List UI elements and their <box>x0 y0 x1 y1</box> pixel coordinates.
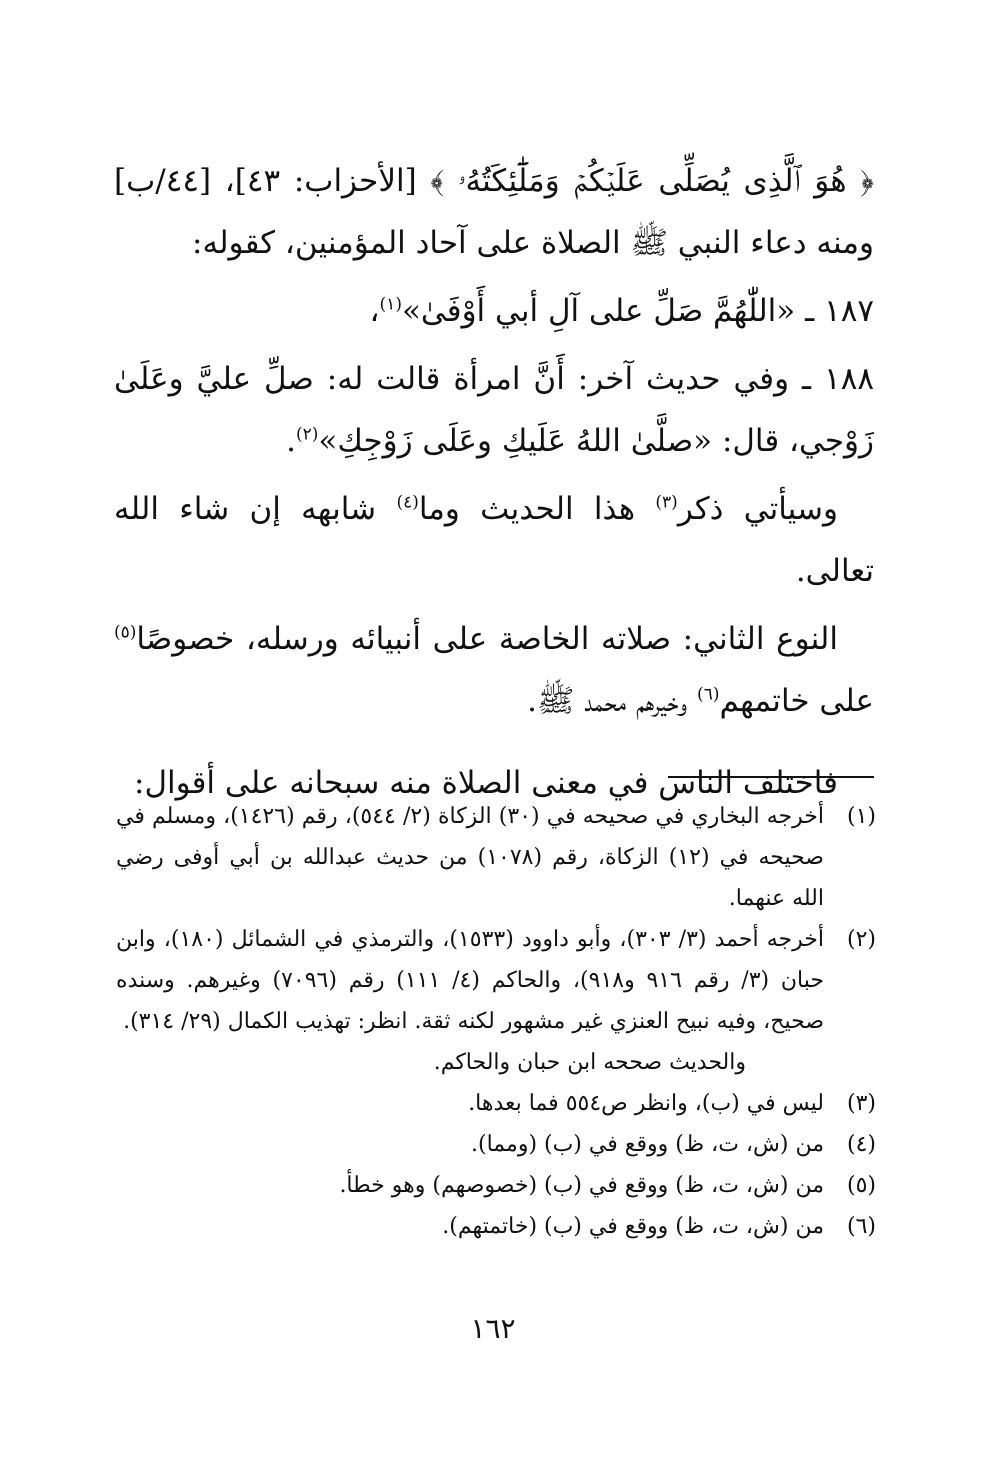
footnote-number: (٥) <box>846 1173 876 1198</box>
paragraph-opinions: فاختلف الناس في معنى الصلاة منه سبحانه على أقوال: <box>134 765 838 801</box>
footnote-1 <box>116 796 876 919</box>
footnote-text: أخرجه البخاري في صحيحه في (٣٠) الزكاة (٢/ ٥٤٤)، رقم (١٤٢٦)، ومسلم في صحيحه في (١٢) الزكاة، رقم (١٠٧٨) من حديث عبدالله بن أبي أوفى رضي الله عنهما. <box>116 804 824 911</box>
footnote-number: (١) <box>846 804 876 829</box>
footnote-6 <box>116 1206 876 1247</box>
footnote-text: من (ش، ت، ظ) ووقع في (ب) (ومما). <box>471 1132 824 1157</box>
footnote-ref-3[interactable]: (٣) <box>655 492 678 513</box>
footnote-number: (٢) <box>846 927 876 952</box>
paragraph-quran-verse: ﴿ هُوَ ٱلَّذِى يُصَلِّى عَلَيۡكُمۡ وَمَلَٰٓئِكَتُهُۥ ﴾ [الأحزاب: ٤٣]، [٤٤/ب] ومنه دعاء النبي ﷺ الصلاة على آحاد المؤمنين، كقوله: <box>114 163 874 261</box>
footnote-separator <box>668 776 874 778</box>
footnote-5 <box>116 1165 876 1206</box>
footnote-ref-6[interactable]: (٦) <box>697 684 720 705</box>
footnote-number: (٦) <box>846 1214 876 1239</box>
footnotes <box>116 796 876 1247</box>
footnote-2 <box>116 919 876 1042</box>
footnote-ref-5[interactable]: (٥) <box>114 622 137 643</box>
hadith-188: ١٨٨ ـ وفي حديث آخر: أَنَّ امرأة قالت له: صلِّ عليَّ وعَلَىٰ زَوْجي، قال: «صلَّىٰ اللهُ عَلَيكِ وعَلَى زَوْجِكِ»$^{(٢)}$. <box>114 361 874 459</box>
footnote-3 <box>116 1083 876 1124</box>
page-number: ١٦٢ <box>470 1312 516 1345</box>
footnote-ref-1[interactable]: (١) <box>379 294 402 315</box>
paragraph-second-type: النوع الثاني: صلاته الخاصة على أنبيائه ورسله، خصوصًا$^{(٥)}$ على خاتمهم$^{(٦)}$ وخيرهم محمد ﷺ. <box>114 621 874 719</box>
main-text <box>114 150 874 820</box>
footnote-number: (٣) <box>846 1091 876 1116</box>
hadith-187: ١٨٧ ـ «اللّٰهُمَّ صَلِّ على آلِ أبي أَوْفَىٰ»$^{(١)}$، <box>369 293 874 329</box>
footnote-number: (٤) <box>846 1132 876 1157</box>
footnote-ref-4[interactable]: (٤) <box>396 492 419 513</box>
footnote-2-continuation: والحديث صححه ابن حبان والحاكم. <box>433 1050 746 1075</box>
footnote-text: أخرجه أحمد (٣/ ٣٠٣)، وأبو داوود (١٥٣٣)، والترمذي في الشمائل (١٨٠)، وابن حبان (٣/ رقم ٩١٦ و٩١٨)، والحاكم (٤/ ١١١) رقم (٧٠٩٦) وغيرهم. وسنده صحيح، وفيه نبيح العنزي غير مشهور لكنه ثقة. انظر: تهذيب الكمال (٢٩/ ٣١٤). <box>116 927 824 1034</box>
footnote-text: من (ش، ت، ظ) ووقع في (ب) (خصوصهم) وهو خطأ. <box>339 1173 824 1198</box>
paragraph-mention: وسيأتي ذكر$^{(٣)}$ هذا الحديث وما$^{(٤)}$ شابهه إن شاء الله تعالى. <box>114 491 874 589</box>
footnote-text: ليس في (ب)، وانظر ص٥٥٤ فما بعدها. <box>468 1091 824 1116</box>
footnote-text: من (ش، ت، ظ) ووقع في (ب) (خاتمتهم). <box>442 1214 824 1239</box>
footnote-4 <box>116 1124 876 1165</box>
footnote-ref-2[interactable]: (٢) <box>295 424 319 445</box>
